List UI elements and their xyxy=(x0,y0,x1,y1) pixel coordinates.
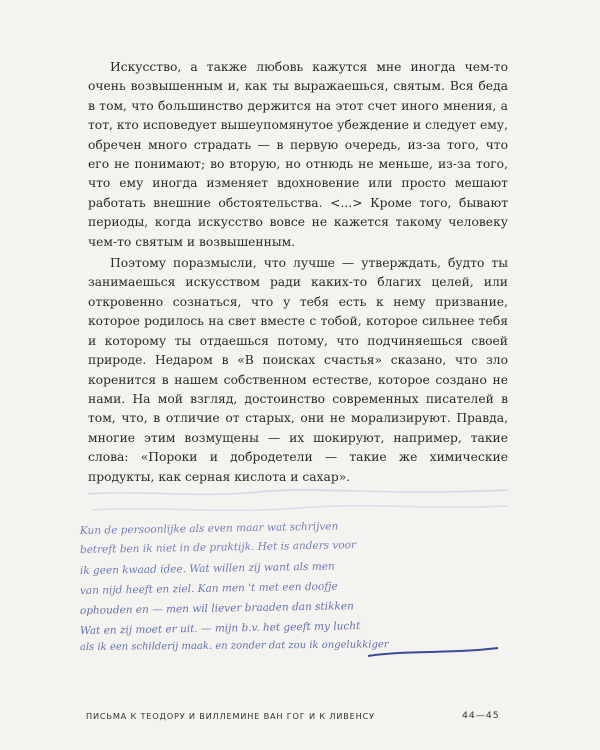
manuscript-line: betreft ben ik niet in de praktijk. Het is anders voor xyxy=(79,539,357,556)
manuscript-line: Wat en zij moet er uit. — mijn b.v. het geeft my lucht xyxy=(79,620,361,637)
manuscript-image xyxy=(78,480,518,660)
manuscript-line: ophouden en — men wil liever braaden dan stikken xyxy=(79,600,354,617)
manuscript-line: ik geen kwaad idee. Wat willen zij want als men xyxy=(79,560,335,577)
manuscript-line: van nijd heeft en ziel. Kan men 't met een doofje xyxy=(79,580,338,597)
book-title: ПИСЬМА К ТЕОДОРУ И ВИЛЛЕМИНЕ ВАН ГОГ И К ЛИВЕНСУ xyxy=(86,711,375,721)
letter-text xyxy=(88,58,508,487)
paragraph: Искусство, а также любовь кажутся мне иногда чем-то очень возвышенным и, как ты выражаешься, святым. Вся беда в том, что большинство держится на этот счет иного мнения, а тот, кто исповедует вышеупомянутое убеждение и следует ему, обречен много страдать — в первую очередь, из-за того, что его не понимают; во вторую, но отнюдь не меньше, из-за того, что ему иногда изменяет вдохновение или просто мешают работать внешние обстоятельства. <...> Кроме того, бывают периоды, когда искусство вовсе не кажется такому человеку чем-то святым и возвышенным. xyxy=(88,60,508,249)
manuscript-line: Kun de persoonlijke als even maar wat schrijven xyxy=(79,520,339,537)
manuscript-excerpt xyxy=(78,480,518,660)
manuscript-line: als ik een schilderij maak. en zonder dat zou ik ongelukkiger xyxy=(79,639,389,653)
paragraph: Поэтому поразмысли, что лучше — утверждать, будто ты занимаешься искусством ради каких-то благих целей, или откровенно сознаться, что у тебя есть к нему призвание, которое родилось на свет вместе с тобой, которое сильнее тебя и которому ты отдаешься потому, что подчиняешься своей природе. Недаром в «В поисках счастья» сказано, что зло коренится в нашем собственном естестве, которое создано не нами. На мой взгляд, достоинство современных писателей в том, что, в отличие от старых, они не морализируют. Правда, многие этим возмущены — их шокируют, например, такие слова: «Пороки и добродетели — такие же химические продукты, как серная кислота и сахар». xyxy=(88,256,508,484)
page-numbers: 44—45 xyxy=(462,710,500,721)
